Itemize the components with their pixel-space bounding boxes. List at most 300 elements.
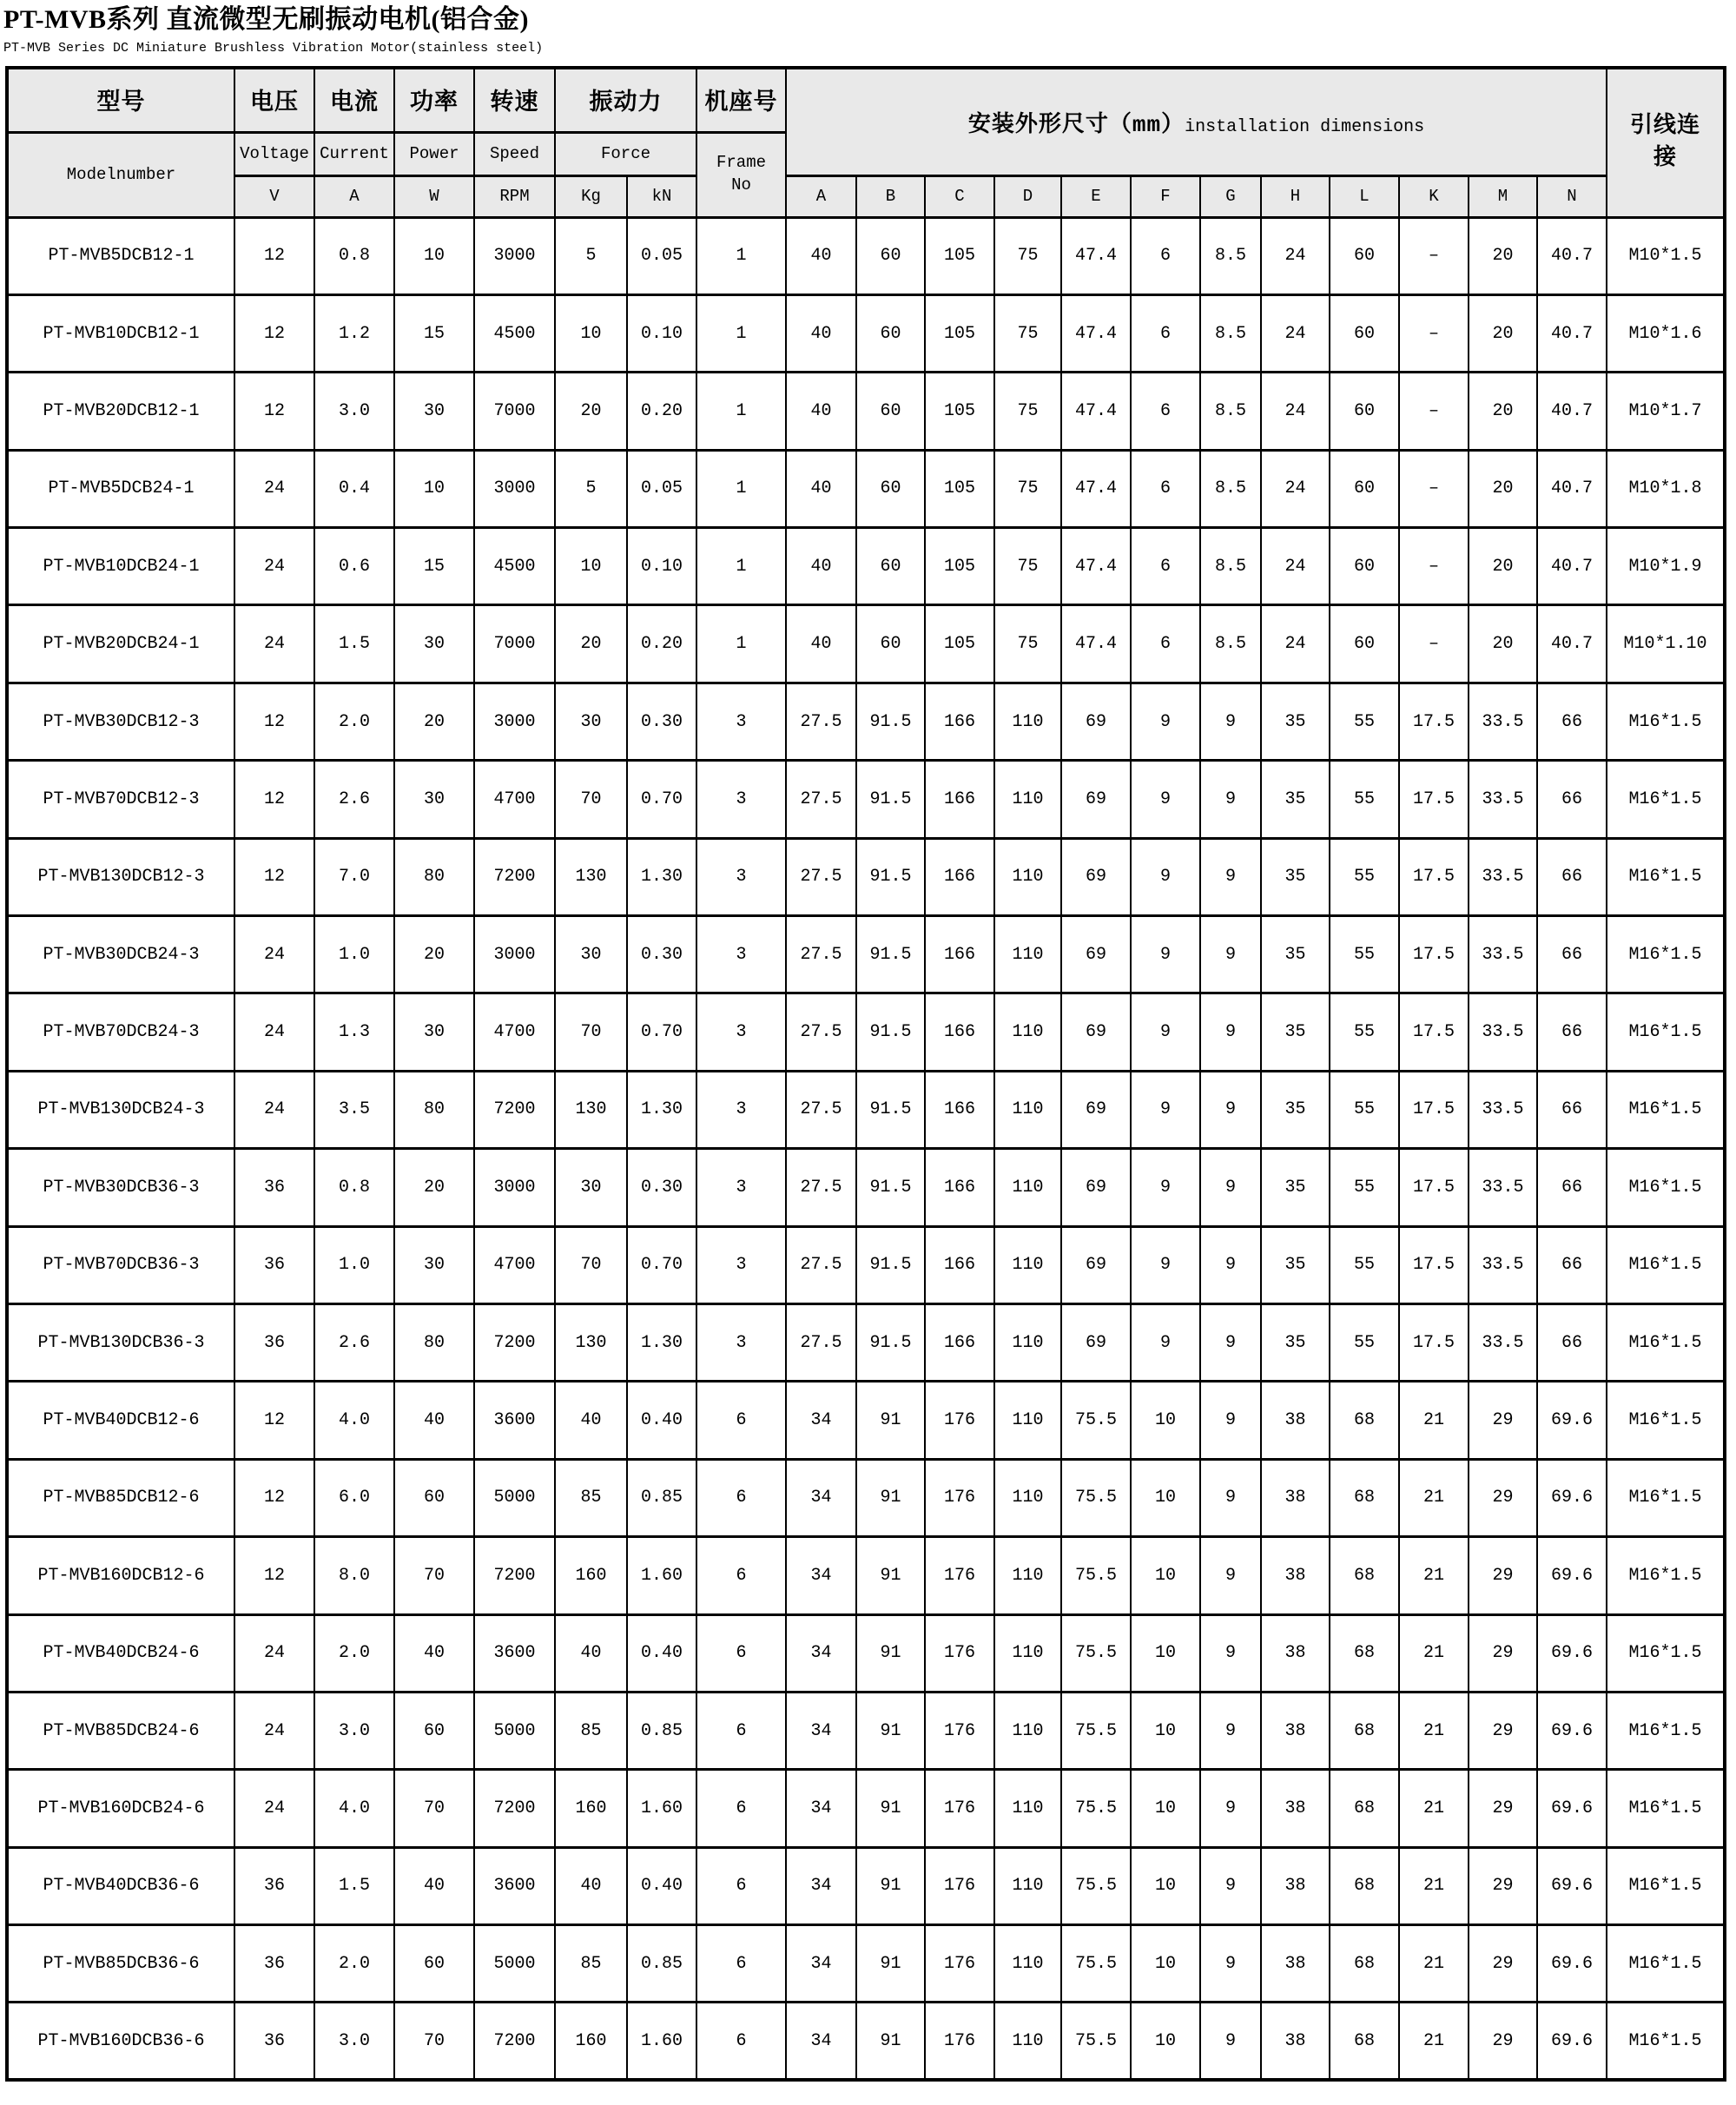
value-cell: 9 [1200,683,1261,760]
value-cell: 75.5 [1061,1459,1131,1536]
value-cell: 176 [925,1770,994,1847]
header-unit-voltage-label: V [269,187,280,206]
value-cell: 20 [394,916,474,993]
value-cell: 1.30 [627,838,696,915]
value-cell: 40 [555,1847,627,1924]
model-cell: PT-MVB160DCB12-6 [7,1537,234,1614]
value-cell: 1.30 [627,1071,696,1148]
value-cell: 12 [234,1459,314,1536]
lead-connection-cell: M16*1.5 [1607,2003,1725,2080]
value-cell: 10 [1131,1382,1200,1459]
value-cell: 60 [1330,294,1399,372]
value-cell: 40 [394,1382,474,1459]
value-cell: 24 [234,1692,314,1769]
value-cell: 35 [1261,916,1330,993]
value-cell: 27.5 [786,683,856,760]
value-cell: 60 [1330,217,1399,294]
value-cell: 29 [1469,1925,1537,2003]
value-cell: 3 [696,761,786,838]
value-cell: – [1399,294,1469,372]
header-frame-en [696,132,786,217]
table-row [7,605,1725,683]
value-cell: 9 [1131,683,1200,760]
header-dim-a-label: A [815,187,827,206]
header-dim-f [1131,175,1200,217]
value-cell: 9 [1200,1382,1261,1459]
header-current-cn [314,68,394,132]
value-cell: 7200 [474,1303,555,1381]
value-cell: 0.70 [627,993,696,1071]
value-cell: 10 [1131,2003,1200,2080]
value-cell: 47.4 [1061,294,1131,372]
value-cell: 30 [394,1226,474,1303]
value-cell: 21 [1399,1537,1469,1614]
value-cell: 3000 [474,1149,555,1226]
value-cell: 69 [1061,1071,1131,1148]
value-cell: 40 [394,1847,474,1924]
header-unit-voltage [234,175,314,217]
model-cell: PT-MVB160DCB36-6 [7,2003,234,2080]
value-cell: 35 [1261,838,1330,915]
value-cell: 34 [786,1692,856,1769]
value-cell: 60 [1330,450,1399,527]
header-speed-cn-label: 转速 [490,91,539,118]
value-cell: – [1399,217,1469,294]
lead-connection-cell: M16*1.5 [1607,1382,1725,1459]
lead-connection-cell: M16*1.5 [1607,1847,1725,1924]
lead-connection-cell: M16*1.5 [1607,683,1725,760]
table-row [7,761,1725,838]
header-current-en-label: Current [320,144,389,163]
value-cell: 60 [856,528,925,605]
value-cell: 33.5 [1469,761,1537,838]
value-cell: 69 [1061,993,1131,1071]
value-cell: 5 [555,217,627,294]
value-cell: 91 [856,1382,925,1459]
value-cell: 3000 [474,217,555,294]
value-cell: 33.5 [1469,838,1537,915]
value-cell: 27.5 [786,1149,856,1226]
value-cell: 69 [1061,1303,1131,1381]
value-cell: 176 [925,1847,994,1924]
value-cell: 24 [1261,450,1330,527]
value-cell: 105 [925,217,994,294]
value-cell: 8.0 [314,1537,394,1614]
value-cell: 60 [394,1459,474,1536]
value-cell: 6 [696,1770,786,1847]
value-cell: 55 [1330,1149,1399,1226]
value-cell: 66 [1537,1071,1607,1148]
header-frame-cn [696,68,786,132]
value-cell: 17.5 [1399,1149,1469,1226]
value-cell: 0.05 [627,450,696,527]
header-current-cn-label: 电流 [330,91,379,118]
value-cell: 47.4 [1061,217,1131,294]
value-cell: 36 [234,1847,314,1924]
value-cell: 36 [234,1149,314,1226]
value-cell: 1 [696,217,786,294]
value-cell: 38 [1261,1459,1330,1536]
value-cell: 0.20 [627,605,696,683]
value-cell: 36 [234,1226,314,1303]
value-cell: 69 [1061,1149,1131,1226]
value-cell: 40 [786,605,856,683]
value-cell: 1.0 [314,1226,394,1303]
value-cell: 9 [1131,761,1200,838]
value-cell: 70 [555,993,627,1071]
value-cell: 20 [1469,450,1537,527]
value-cell: 9 [1131,916,1200,993]
page-subtitle: PT-MVB Series DC Miniature Brushless Vibration Motor(stainless steel) [3,41,544,56]
value-cell: 6 [1131,605,1200,683]
value-cell: 55 [1330,1303,1399,1381]
value-cell: 6 [1131,294,1200,372]
header-dim-n-label: N [1567,187,1577,206]
header-dimensions-en-label: installation dimensions [1185,116,1425,137]
value-cell: 40.7 [1537,294,1607,372]
value-cell: 91.5 [856,993,925,1071]
model-cell: PT-MVB20DCB24-1 [7,605,234,683]
value-cell: 40 [786,528,856,605]
value-cell: 3 [696,1149,786,1226]
value-cell: 60 [1330,528,1399,605]
value-cell: 0.05 [627,217,696,294]
value-cell: 17.5 [1399,1226,1469,1303]
value-cell: 110 [994,1925,1061,2003]
value-cell: 3 [696,916,786,993]
value-cell: 80 [394,1071,474,1148]
value-cell: 6 [1131,450,1200,527]
value-cell: 0.40 [627,1382,696,1459]
value-cell: 6 [696,1847,786,1924]
header-power-en-label: Power [409,144,459,163]
value-cell: 8.5 [1200,605,1261,683]
header-dim-g-label: G [1225,187,1236,206]
value-cell: 34 [786,1770,856,1847]
value-cell: 27.5 [786,1226,856,1303]
value-cell: 1.3 [314,993,394,1071]
value-cell: 110 [994,993,1061,1071]
table-row [7,373,1725,450]
lead-connection-cell: M16*1.5 [1607,1226,1725,1303]
value-cell: 68 [1330,1459,1399,1536]
value-cell: 4500 [474,294,555,372]
value-cell: 38 [1261,1382,1330,1459]
table-row [7,993,1725,1071]
value-cell: 20 [1469,528,1537,605]
header-model-en [7,132,234,217]
value-cell: 166 [925,1303,994,1381]
lead-connection-cell: M16*1.5 [1607,1303,1725,1381]
value-cell: 9 [1131,1071,1200,1148]
value-cell: 47.4 [1061,528,1131,605]
value-cell: 10 [1131,1537,1200,1614]
table-row [7,1459,1725,1536]
value-cell: 34 [786,1537,856,1614]
value-cell: 176 [925,2003,994,2080]
value-cell: 29 [1469,1614,1537,1692]
value-cell: 17.5 [1399,916,1469,993]
lead-connection-cell: M16*1.5 [1607,993,1725,1071]
value-cell: 10 [1131,1847,1200,1924]
value-cell: 4.0 [314,1770,394,1847]
value-cell: 176 [925,1382,994,1459]
value-cell: 91.5 [856,838,925,915]
spec-table [5,66,1726,2082]
value-cell: 91.5 [856,1149,925,1226]
value-cell: 1.5 [314,605,394,683]
value-cell: 10 [394,217,474,294]
value-cell: 10 [555,294,627,372]
value-cell: 160 [555,1537,627,1614]
value-cell: 0.85 [627,1692,696,1769]
table-row [7,838,1725,915]
value-cell: 29 [1469,2003,1537,2080]
value-cell: 110 [994,1226,1061,1303]
value-cell: 110 [994,1382,1061,1459]
value-cell: 9 [1200,1226,1261,1303]
value-cell: 40.7 [1537,450,1607,527]
model-cell: PT-MVB160DCB24-6 [7,1770,234,1847]
value-cell: 2.6 [314,1303,394,1381]
table-row [7,1382,1725,1459]
value-cell: 75.5 [1061,1770,1131,1847]
value-cell: 9 [1131,838,1200,915]
value-cell: 69.6 [1537,1847,1607,1924]
value-cell: 166 [925,761,994,838]
value-cell: 91.5 [856,683,925,760]
value-cell: 55 [1330,1071,1399,1148]
value-cell: 7200 [474,1770,555,1847]
value-cell: 91 [856,1847,925,1924]
value-cell: 85 [555,1459,627,1536]
header-power-en [394,132,474,175]
header-dim-m [1469,175,1537,217]
value-cell: 34 [786,1847,856,1924]
header-frame-cn-label: 机座号 [704,91,778,118]
value-cell: 29 [1469,1847,1537,1924]
value-cell: 24 [234,1071,314,1148]
value-cell: 7200 [474,1537,555,1614]
value-cell: 69.6 [1537,1459,1607,1536]
header-dim-g [1200,175,1261,217]
header-lead-connection [1607,68,1725,217]
value-cell: 69.6 [1537,1537,1607,1614]
value-cell: 110 [994,1692,1061,1769]
model-cell: PT-MVB85DCB12-6 [7,1459,234,1536]
value-cell: 33.5 [1469,916,1537,993]
value-cell: 6 [696,1459,786,1536]
table-body [7,217,1725,2080]
value-cell: 1 [696,605,786,683]
value-cell: 17.5 [1399,761,1469,838]
table-row [7,1303,1725,1381]
value-cell: 105 [925,373,994,450]
value-cell: 0.10 [627,528,696,605]
value-cell: 21 [1399,1614,1469,1692]
value-cell: 9 [1200,1692,1261,1769]
header-dim-n [1537,175,1607,217]
value-cell: 75 [994,605,1061,683]
model-cell: PT-MVB130DCB36-3 [7,1303,234,1381]
value-cell: 6 [1131,528,1200,605]
header-dimensions-cn-label: 安装外形尺寸（mm） [967,111,1185,138]
value-cell: 10 [1131,1692,1200,1769]
value-cell: 0.85 [627,1925,696,2003]
value-cell: 69 [1061,683,1131,760]
value-cell: 160 [555,1770,627,1847]
value-cell: 21 [1399,1925,1469,2003]
table-row [7,1537,1725,1614]
value-cell: 2.6 [314,761,394,838]
value-cell: 40 [786,450,856,527]
value-cell: 68 [1330,1770,1399,1847]
value-cell: 8.5 [1200,528,1261,605]
value-cell: 66 [1537,916,1607,993]
value-cell: 0.30 [627,683,696,760]
value-cell: 10 [1131,1770,1200,1847]
header-power-cn-label: 功率 [410,91,459,118]
header-force-cn-label: 振动力 [589,91,663,118]
model-cell: PT-MVB10DCB24-1 [7,528,234,605]
header-unit-power-label: W [429,187,439,206]
value-cell: 91 [856,1614,925,1692]
value-cell: 85 [555,1692,627,1769]
lead-connection-cell: M16*1.5 [1607,838,1725,915]
header-current-en [314,132,394,175]
value-cell: 20 [1469,294,1537,372]
value-cell: 15 [394,294,474,372]
value-cell: 60 [394,1692,474,1769]
value-cell: 70 [394,1537,474,1614]
value-cell: 176 [925,1459,994,1536]
header-dim-d [994,175,1061,217]
value-cell: 33.5 [1469,1149,1537,1226]
value-cell: 24 [234,450,314,527]
value-cell: 110 [994,683,1061,760]
table-row [7,1847,1725,1924]
value-cell: 3 [696,838,786,915]
value-cell: 24 [234,1614,314,1692]
value-cell: 110 [994,1614,1061,1692]
value-cell: 35 [1261,993,1330,1071]
value-cell: 68 [1330,2003,1399,2080]
table-row [7,528,1725,605]
value-cell: 6 [696,1692,786,1769]
value-cell: 24 [234,528,314,605]
value-cell: 7200 [474,838,555,915]
value-cell: 70 [394,1770,474,1847]
value-cell: 105 [925,605,994,683]
value-cell: 9 [1131,993,1200,1071]
table-row [7,1770,1725,1847]
value-cell: 3000 [474,916,555,993]
value-cell: 35 [1261,1071,1330,1148]
value-cell: 91 [856,2003,925,2080]
header-unit-speed [474,175,555,217]
header-voltage-cn-label: 电压 [250,91,299,118]
lead-connection-cell: M16*1.5 [1607,1537,1725,1614]
value-cell: 12 [234,373,314,450]
value-cell: – [1399,373,1469,450]
value-cell: 1 [696,450,786,527]
value-cell: 30 [555,683,627,760]
value-cell: 24 [234,916,314,993]
value-cell: 176 [925,1692,994,1769]
value-cell: 66 [1537,761,1607,838]
value-cell: 38 [1261,1770,1330,1847]
value-cell: 69 [1061,838,1131,915]
value-cell: 5000 [474,1925,555,2003]
value-cell: 1.30 [627,1303,696,1381]
table-row [7,2003,1725,2080]
value-cell: 9 [1200,1537,1261,1614]
value-cell: 68 [1330,1537,1399,1614]
value-cell: 6 [1131,217,1200,294]
value-cell: 91 [856,1459,925,1536]
value-cell: 75 [994,373,1061,450]
value-cell: 30 [555,1149,627,1226]
value-cell: 3.0 [314,373,394,450]
value-cell: 12 [234,1537,314,1614]
value-cell: 30 [394,373,474,450]
value-cell: 7000 [474,373,555,450]
value-cell: 24 [1261,294,1330,372]
value-cell: 10 [1131,1614,1200,1692]
value-cell: 2.0 [314,1925,394,2003]
value-cell: 9 [1131,1149,1200,1226]
value-cell: 1.60 [627,1770,696,1847]
lead-connection-cell: M16*1.5 [1607,1149,1725,1226]
model-cell: PT-MVB85DCB36-6 [7,1925,234,2003]
table-row [7,916,1725,993]
model-cell: PT-MVB10DCB12-1 [7,294,234,372]
value-cell: 110 [994,1303,1061,1381]
value-cell: 40.7 [1537,528,1607,605]
value-cell: 3.0 [314,1692,394,1769]
value-cell: 68 [1330,1925,1399,2003]
value-cell: 29 [1469,1382,1537,1459]
value-cell: 70 [394,2003,474,2080]
value-cell: 6 [1131,373,1200,450]
value-cell: 9 [1200,838,1261,915]
value-cell: 110 [994,916,1061,993]
value-cell: 40.7 [1537,605,1607,683]
value-cell: 75 [994,217,1061,294]
value-cell: 40 [394,1614,474,1692]
value-cell: 75 [994,450,1061,527]
value-cell: 3600 [474,1614,555,1692]
value-cell: 40 [555,1382,627,1459]
model-cell: PT-MVB70DCB24-3 [7,993,234,1071]
value-cell: 27.5 [786,761,856,838]
value-cell: 34 [786,1382,856,1459]
value-cell: 1.5 [314,1847,394,1924]
value-cell: 17.5 [1399,1071,1469,1148]
value-cell: 7000 [474,605,555,683]
value-cell: 91.5 [856,1071,925,1148]
value-cell: 105 [925,294,994,372]
table-row [7,217,1725,294]
value-cell: 40 [555,1614,627,1692]
value-cell: 8.5 [1200,450,1261,527]
header-speed-cn [474,68,555,132]
header-dim-l [1330,175,1399,217]
header-power-cn [394,68,474,132]
header-unit-force-kg [555,175,627,217]
table-row [7,683,1725,760]
value-cell: 60 [1330,373,1399,450]
